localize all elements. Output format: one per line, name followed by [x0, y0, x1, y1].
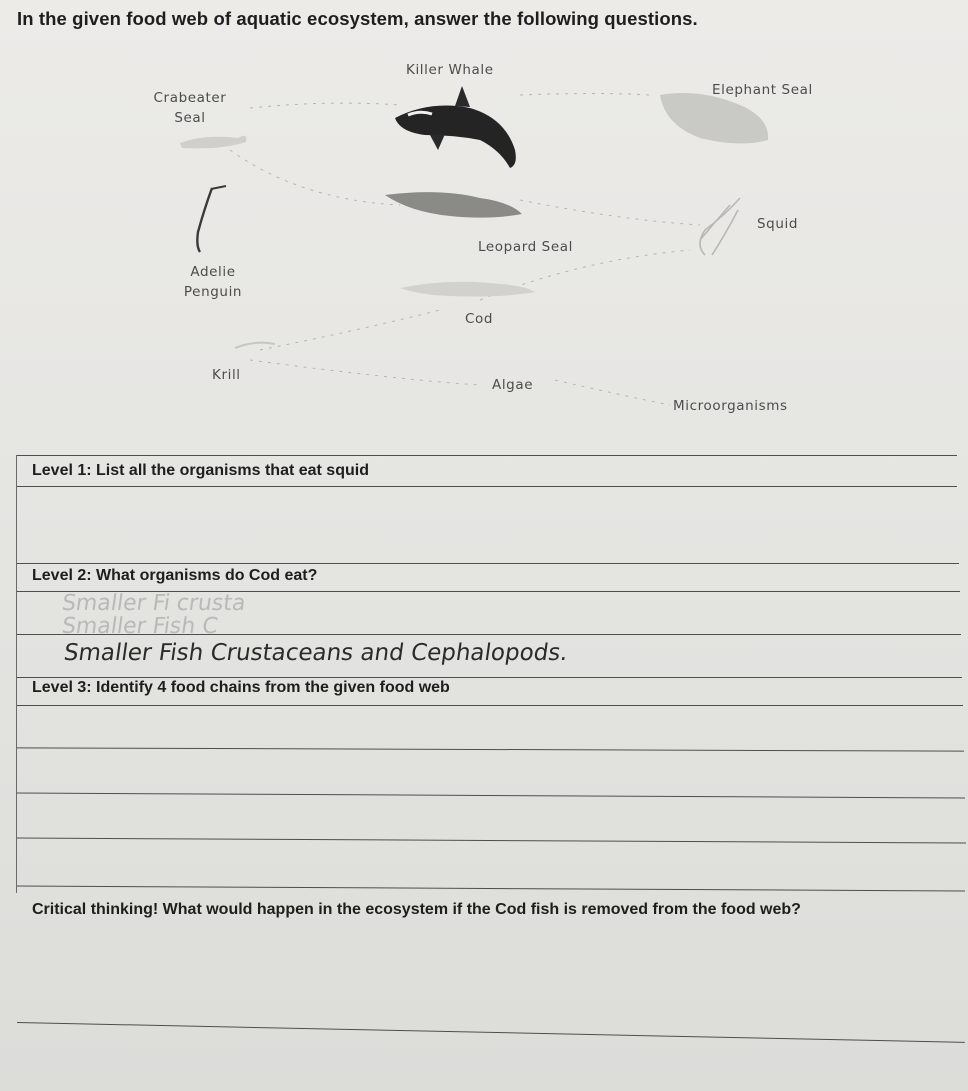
instruction-heading: In the given food web of aquatic ecosystem, answer the following questions.	[17, 8, 698, 29]
label-crabeater-seal	[136, 88, 244, 128]
squid-drawing	[700, 198, 740, 255]
label-killer-whale: Killer Whale	[406, 62, 494, 78]
rule-l2-end	[17, 677, 962, 678]
arrow-penguin-to-leopard	[230, 150, 400, 205]
cod-drawing	[400, 282, 535, 297]
arrow-micro-to-algae	[555, 380, 670, 405]
adelie-penguin-drawing	[197, 188, 212, 252]
arrow-krill-to-cod	[260, 310, 440, 350]
rule-top	[17, 455, 957, 456]
rule-l1-header	[17, 486, 957, 487]
label-krill: Krill	[212, 367, 241, 383]
arrow-squid-to-leopard	[520, 200, 700, 225]
question-level-3: Level 3: Identify 4 food chains from the given food web	[32, 679, 450, 696]
label-elephant-seal: Elephant Seal	[712, 82, 813, 98]
rule-l1-end	[17, 563, 959, 564]
label-crabeater-line2: Seal	[174, 110, 206, 126]
rule-l3-header	[17, 705, 963, 706]
table-left-border	[16, 455, 17, 893]
rule-l3-end	[17, 886, 965, 892]
rule-l3-1	[17, 747, 964, 751]
label-adelie-line1: Adelie	[190, 264, 236, 280]
arrow-algae-to-krill	[250, 360, 480, 385]
label-algae: Algae	[492, 377, 534, 393]
label-crabeater-line1: Crabeater	[153, 90, 227, 106]
label-cod: Cod	[465, 311, 494, 327]
answer-level-2-draft-2: Smaller Fish C	[60, 614, 220, 639]
label-squid: Squid	[757, 216, 799, 232]
rule-l3-2	[17, 793, 965, 799]
crabeater-seal-drawing	[180, 136, 246, 149]
label-adelie-penguin	[180, 262, 246, 302]
label-adelie-line2: Penguin	[183, 284, 243, 300]
label-leopard-seal: Leopard Seal	[478, 239, 573, 255]
answer-level-2-draft-1: Smaller Fi crusta	[60, 591, 248, 616]
elephant-seal-drawing	[660, 93, 768, 144]
question-level-1: Level 1: List all the organisms that eat squid	[32, 462, 369, 479]
killer-whale-drawing	[395, 86, 516, 168]
krill-drawing	[235, 343, 275, 348]
arrow-elephant-to-whale	[520, 94, 650, 96]
question-level-2: Level 2: What organisms do Cod eat?	[32, 567, 318, 584]
arrow-crabeater-to-whale	[250, 103, 400, 108]
label-microorganisms: Microorganisms	[673, 398, 788, 414]
rule-l3-3	[17, 838, 966, 844]
leopard-seal-drawing	[385, 192, 522, 217]
rule-l2-mid	[17, 634, 961, 635]
answer-level-2: Smaller Fish Crustaceans and Cephalopods.	[62, 640, 570, 666]
rule-critical-end	[17, 1022, 965, 1043]
question-critical-thinking: Critical thinking! What would happen in the ecosystem if the Cod fish is removed from the food web?	[32, 901, 801, 918]
